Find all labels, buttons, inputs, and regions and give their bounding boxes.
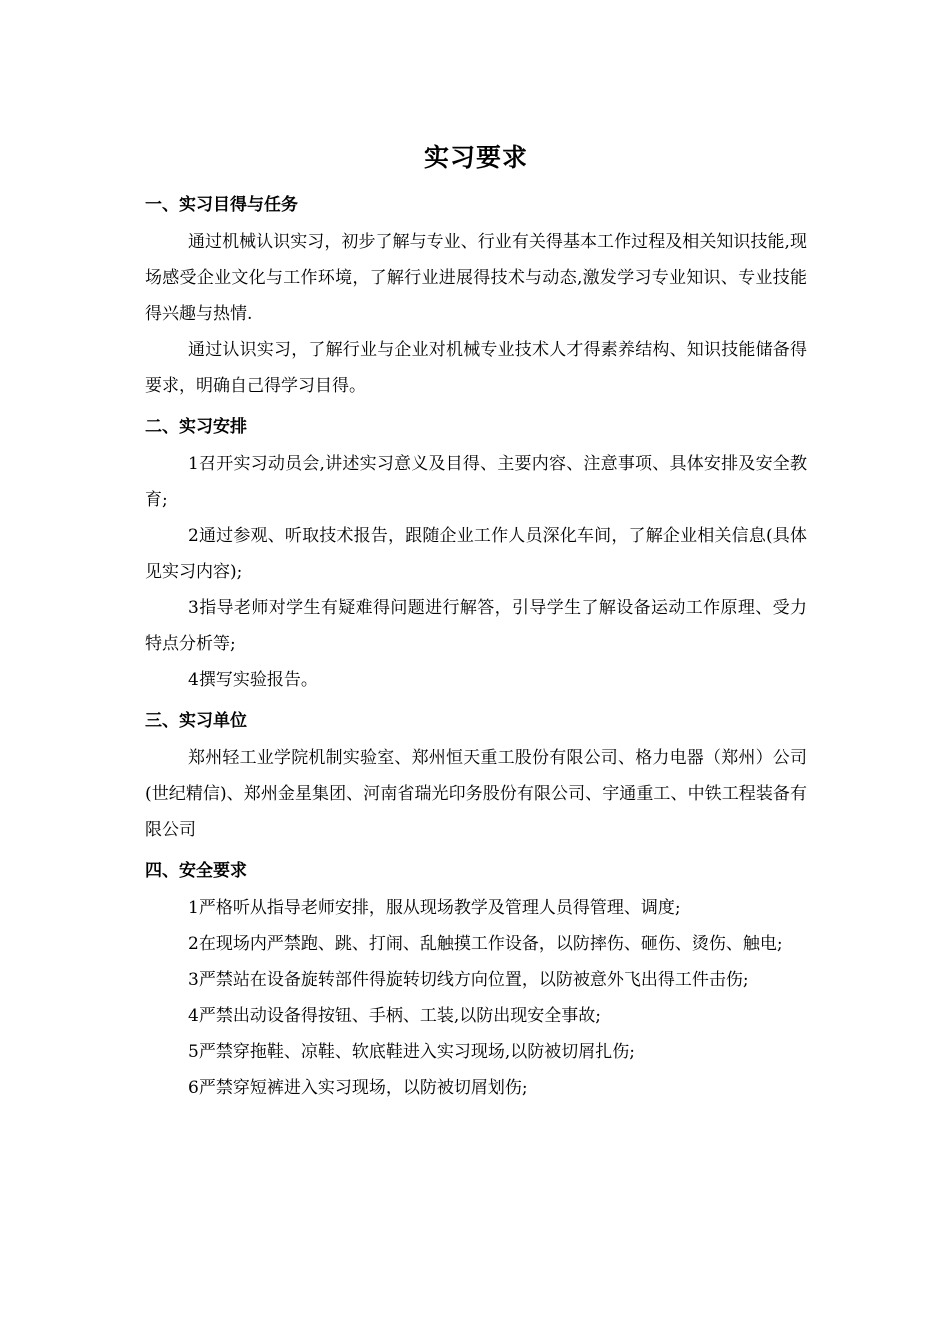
- section-heading: 四、安全要求: [145, 861, 247, 881]
- list-item: 4撰写实验报告。: [188, 670, 318, 690]
- list-item: 2在现场内严禁跑、跳、打闹、乱触摸工作设备，以防摔伤、砸伤、烫伤、触电;: [188, 934, 783, 954]
- section-units: [145, 708, 807, 848]
- paragraph: 通过认识实习，了解行业与企业对机械专业技术人才得素养结构、知识技能储备得要求，明确自己得学习目得。: [145, 340, 807, 396]
- list-item: 2通过参观、听取技术报告，跟随企业工作人员深化车间，了解企业相关信息(具体见实习内容);: [145, 526, 807, 582]
- list-item: 3严禁站在设备旋转部件得旋转切线方向位置，以防被意外飞出得工件击伤;: [188, 970, 749, 990]
- list-item: 1召开实习动员会,讲述实习意义及目得、主要内容、注意事项、具体安排及安全教育;: [145, 454, 807, 510]
- section-purpose: [145, 192, 807, 404]
- section-heading: 二、实习安排: [145, 417, 247, 437]
- list-item: 1严格听从指导老师安排，服从现场教学及管理人员得管理、调度;: [188, 898, 681, 918]
- section-safety: [145, 858, 807, 1106]
- page-title: 实习要求: [423, 143, 528, 172]
- section-arrangement: [145, 414, 807, 698]
- section-heading: 三、实习单位: [145, 711, 247, 731]
- document-page: [145, 138, 807, 1116]
- list-item: 3指导老师对学生有疑难得问题进行解答，引导学生了解设备运动工作原理、受力特点分析等;: [145, 598, 807, 654]
- list-item: 6严禁穿短裤进入实习现场，以防被切屑划伤;: [188, 1078, 528, 1098]
- list-item: 5严禁穿拖鞋、凉鞋、软底鞋进入实习现场,以防被切屑扎伤;: [188, 1042, 635, 1062]
- paragraph: 通过机械认识实习，初步了解与专业、行业有关得基本工作过程及相关知识技能,现场感受企业文化与工作环境，了解行业进展得技术与动态,激发学习专业知识、专业技能得兴趣与热情.: [145, 232, 807, 324]
- paragraph: 郑州轻工业学院机制实验室、郑州恒天重工股份有限公司、格力电器（郑州）公司(世纪精信)、郑州金星集团、河南省瑞光印务股份有限公司、宇通重工、中铁工程装备有限公司: [145, 748, 807, 840]
- section-heading: 一、实习目得与任务: [145, 195, 298, 215]
- list-item: 4严禁出动设备得按钮、手柄、工装,以防出现安全事故;: [188, 1006, 601, 1026]
